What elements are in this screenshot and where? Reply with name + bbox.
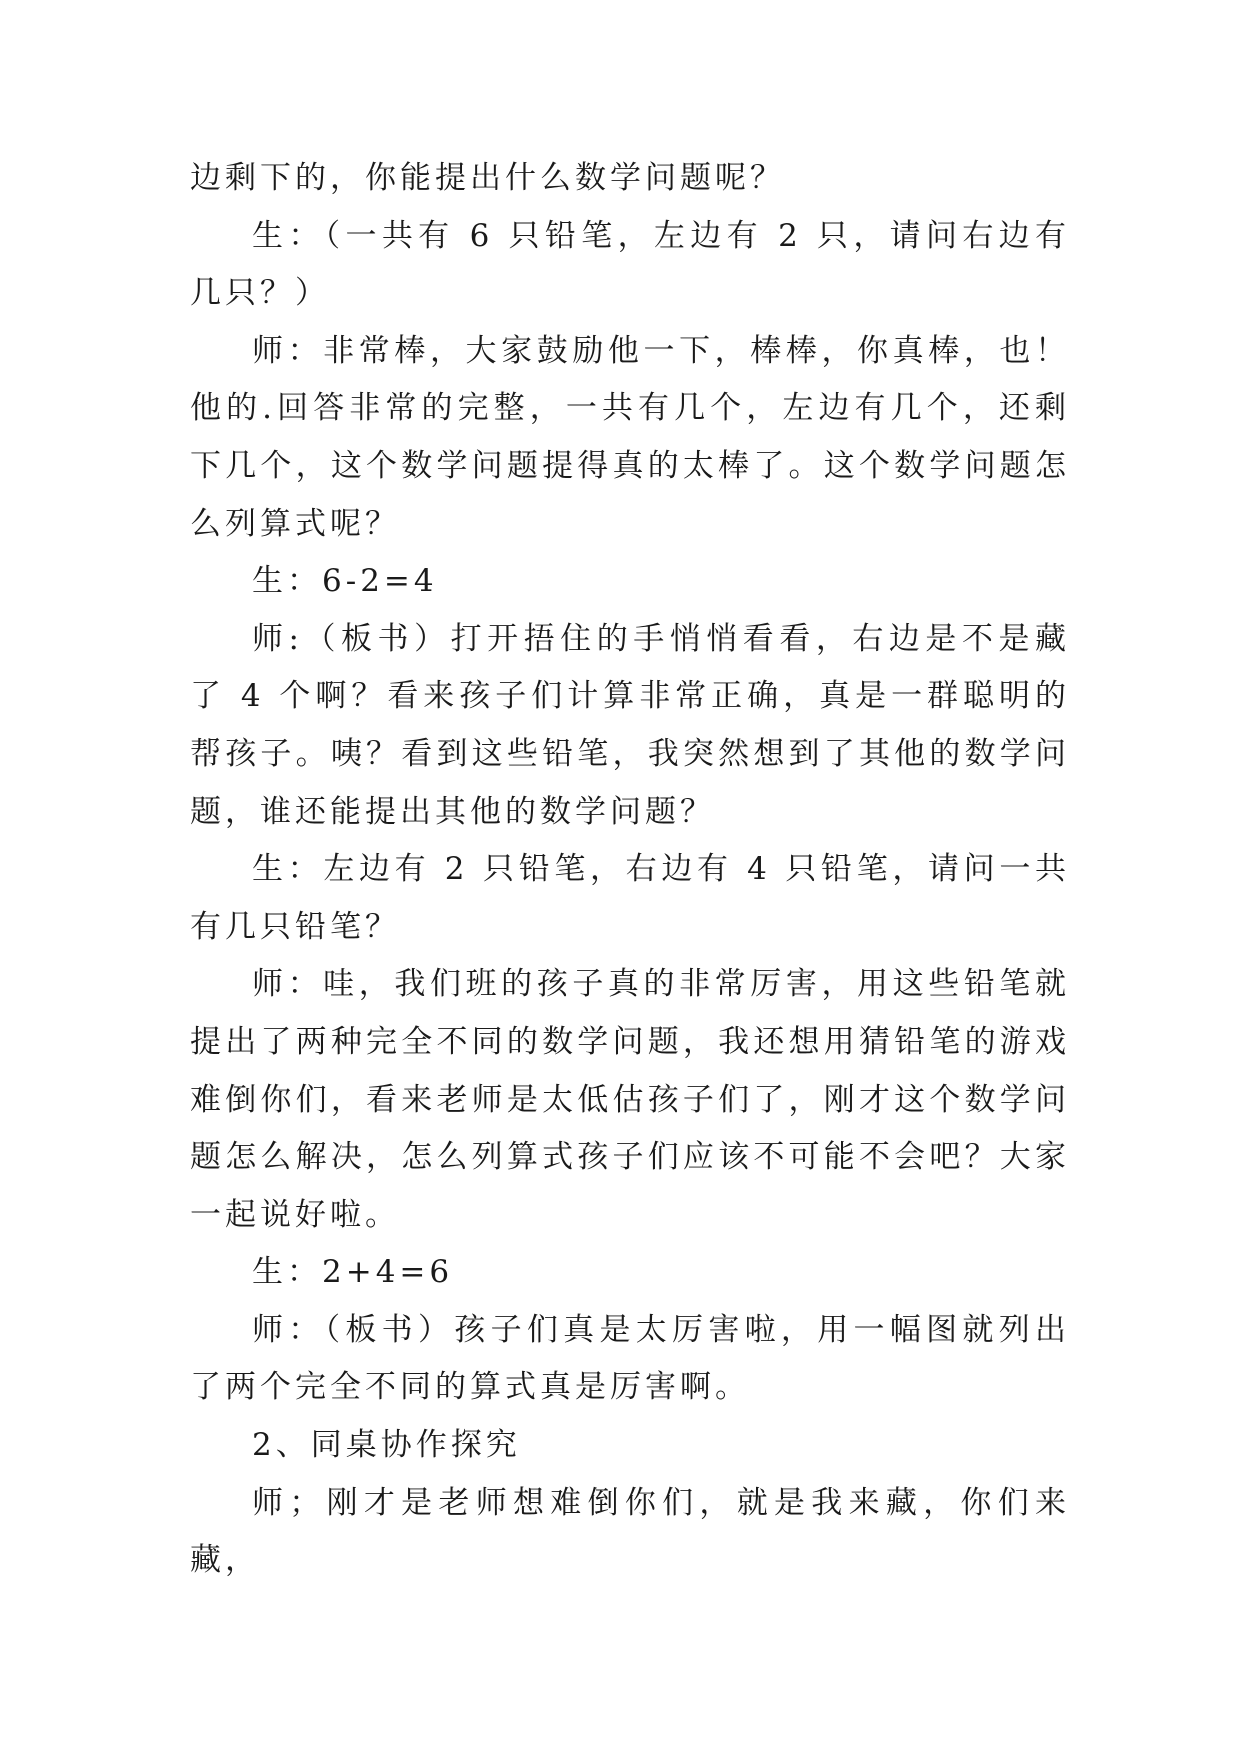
paragraph-4: 生：6-2=4: [252, 563, 438, 600]
paragraph-10: 2、同桌协作探究: [252, 1427, 521, 1464]
paragraph-11: 师；刚才是老师想难倒你们，就是我来藏，你们来藏，: [190, 1484, 1070, 1579]
document-body: [190, 150, 1070, 1590]
paragraph-1: 边剩下的，你能提出什么数学问题呢？: [190, 160, 785, 196]
paragraph-9: 师：（板书）孩子们真是太厉害啦，用一幅图就列出了两个完全不同的算式真是厉害啊。: [190, 1311, 1070, 1406]
paragraph-3: 师：非常棒，大家鼓励他一下，棒棒，你真棒，也！他的.回答非常的完整，一共有几个，左边有几个，还剩下几个，这个数学问题提得真的太棒了。这个数学问题怎么列算式呢？: [190, 332, 1070, 542]
paragraph-6: 生：左边有 2 只铅笔，右边有 4 只铅笔，请问一共有几只铅笔？: [190, 851, 1070, 945]
paragraph-5: 师:（板书）打开捂住的手悄悄看看，右边是不是藏了 4 个啊？看来孩子们计算非常正确，真是一群聪明的帮孩子。咦？看到这些铅笔，我突然想到了其他的数学问题，谁还能提出其他的数学问题？: [190, 620, 1070, 830]
paragraph-2: 生：（一共有 6 只铅笔，左边有 2 只，请问右边有几只？）: [190, 217, 1070, 312]
paragraph-7: 师：哇，我们班的孩子真的非常厉害，用这些铅笔就提出了两种完全不同的数学问题，我还想用猜铅笔的游戏难倒你们，看来老师是太低估孩子们了，刚才这个数学问题怎么解决，怎么列算式孩子们应该不可能不会吧？大家一起说好啦。: [190, 966, 1070, 1233]
paragraph-8: 生：2+4=6: [252, 1254, 454, 1291]
